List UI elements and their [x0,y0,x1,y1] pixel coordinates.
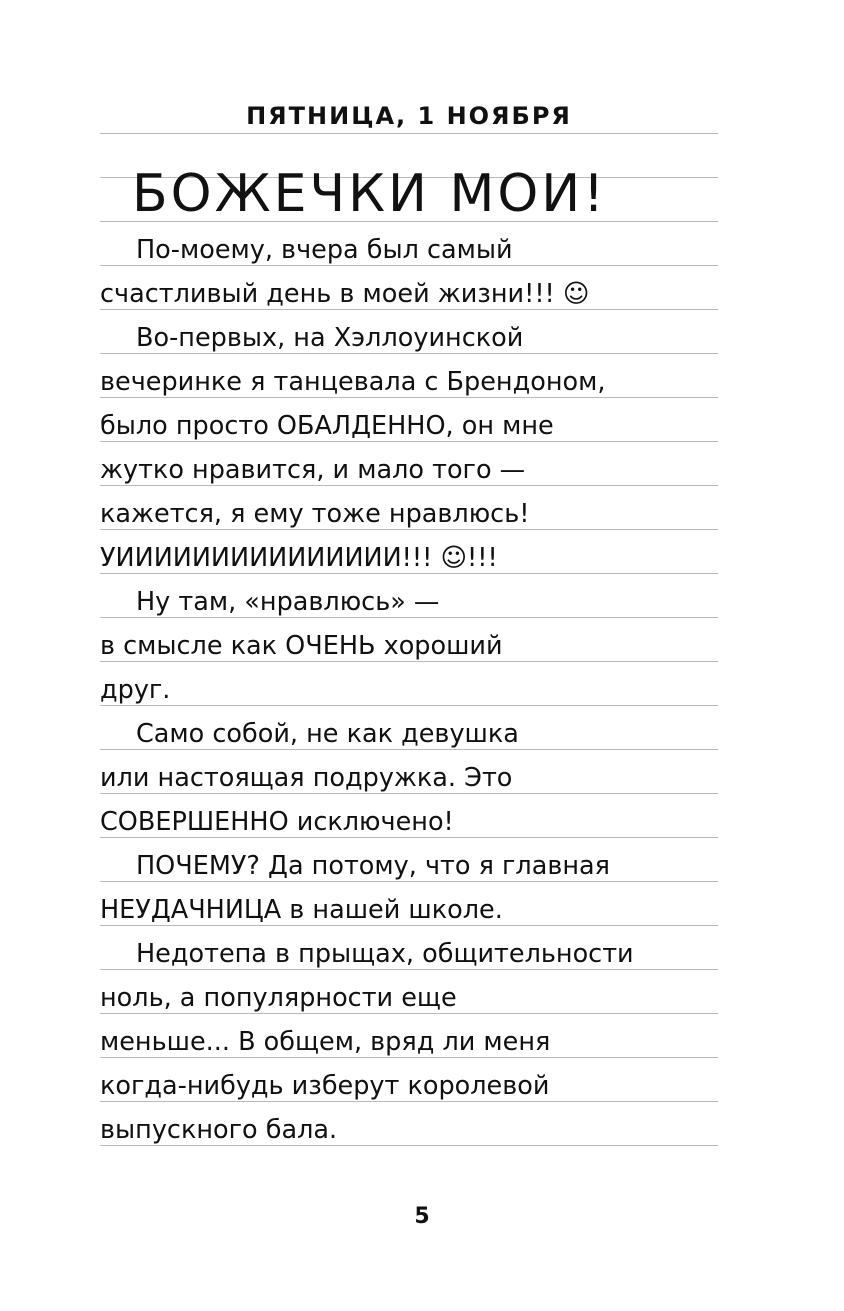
text-line: жутко нравится, и мало того — [100,455,526,485]
text-line: Само собой, не как девушка [136,719,519,749]
ruled-line [100,837,718,838]
text-line: когда-нибудь изберут королевой [100,1071,550,1101]
text-line: ноль, а популярности еще [100,983,457,1013]
ruled-line [100,881,718,882]
entry-date: ПЯТНИЦА, 1 НОЯБРЯ [246,102,572,130]
ruled-line [100,1145,718,1146]
text-line: или настоящая подружка. Это [100,763,513,793]
ruled-line [100,749,718,750]
text-line: в смысле как ОЧЕНЬ хороший [100,631,503,661]
text-line: выпускного бала. [100,1115,338,1145]
ruled-line [100,705,718,706]
ruled-line [100,1101,718,1102]
text-line: Недотепа в прыщах, общительности [136,939,634,969]
text-line: кажется, я ему тоже нравлюсь! [100,499,530,529]
text-line: Во-первых, на Хэллоуинской [136,323,524,353]
text-line: УИИИИИИИИИИИИИИИ!!! ☺!!! [100,543,498,573]
ruled-line [100,661,718,662]
entry-headline: БОЖЕЧКИ МОИ! [132,164,608,224]
ruled-line [100,1057,718,1058]
text-line: меньше... В общем, вряд ли меня [100,1027,551,1057]
text-line: счастливый день в моей жизни!!! ☺ [100,279,590,309]
ruled-line [100,309,718,310]
ruled-line [100,441,718,442]
ruled-line [100,133,718,134]
ruled-line [100,485,718,486]
text-line: было просто ОБАЛДЕННО, он мне [100,411,554,441]
text-line: Ну там, «нравлюсь» — [136,587,440,617]
ruled-line [100,617,718,618]
ruled-line [100,1013,718,1014]
ruled-line [100,793,718,794]
text-line: СОВЕРШЕННО исключено! [100,807,454,837]
ruled-line [100,265,718,266]
ruled-line [100,529,718,530]
ruled-line [100,573,718,574]
text-line: НЕУДАЧНИЦА в нашей школе. [100,895,503,925]
text-line: По-моему, вчера был самый [136,235,513,265]
page-number: 5 [414,1204,430,1229]
text-line: ПОЧЕМУ? Да потому, что я главная [136,851,611,881]
ruled-line [100,969,718,970]
text-line: друг. [100,675,171,705]
ruled-line [100,925,718,926]
ruled-line [100,397,718,398]
ruled-line [100,353,718,354]
text-line: вечеринке я танцевала с Брендоном, [100,367,606,397]
